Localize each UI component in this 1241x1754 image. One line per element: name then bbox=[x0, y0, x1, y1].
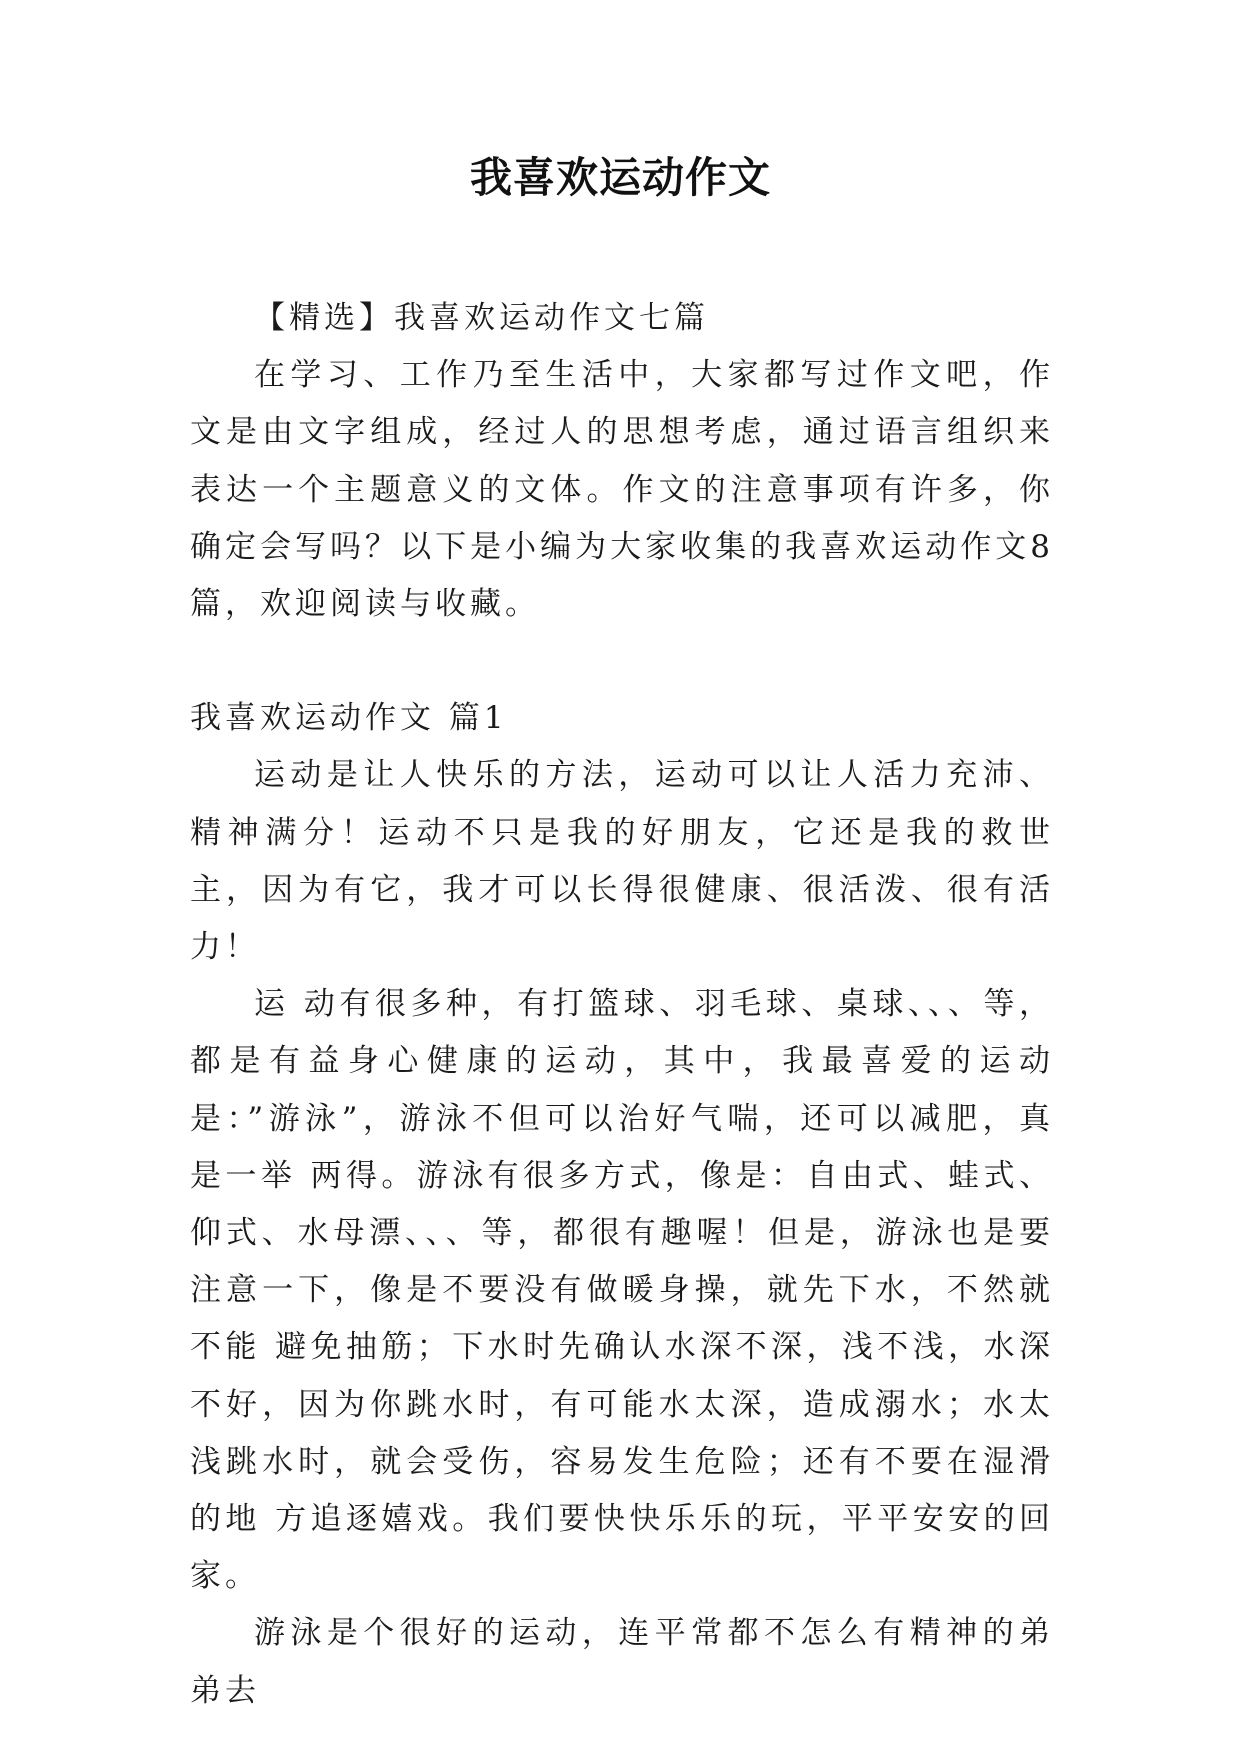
section-paragraph: 运 动有很多种，有打篮球、羽毛球、桌球、、、等，都是有益身心健康的运动，其中，我最喜爱的运动是：”游泳”，游泳不但可以治好气喘，还可以减肥，真是一举 两得。游泳有很多方式，像是：自由式、蛙式、仰式、水母漂、、、等，都很有趣喔！但是，游泳也是要注意一下，像是不要没有做暖身操，就先下水，不然就不能 避免抽筋；下水时先确认水深不深，浅不浅，水深不好，因为你跳水时，有可能水太深，造成溺水；水太浅跳水时，就会受伤，容易发生危险；还有不要在湿滑的地 方追逐嬉戏。我们要快快乐乐的玩，平平安安的回家。 bbox=[190, 986, 1054, 1595]
intro-paragraph: 在学习、工作乃至生活中，大家都写过作文吧，作文是由文字组成，经过人的思想考虑，通过语言组织来表达一个主题意义的文体。作文的注意事项有许多，你确定会写吗？以下是小编为大家收集的我喜欢运动作文8篇，欢迎阅读与收藏。 bbox=[190, 357, 1054, 623]
document-subtitle: 【精选】我喜欢运动作文七篇 bbox=[254, 300, 709, 336]
paragraph-spacer bbox=[190, 633, 1054, 690]
document-body bbox=[190, 290, 1054, 1720]
section-heading: 我喜欢运动作文 篇1 bbox=[190, 700, 508, 737]
document-title: 我喜欢运动作文 bbox=[469, 153, 771, 202]
section-paragraph: 运动是让人快乐的方法，运动可以让人活力充沛、精神满分！运动不只是我的好朋友，它还是我的救世主，因为有它，我才可以长得很健康、很活泼、很有活力！ bbox=[190, 757, 1054, 966]
section-paragraph: 游泳是个很好的运动，连平常都不怎么有精神的弟弟去 bbox=[190, 1615, 1054, 1709]
